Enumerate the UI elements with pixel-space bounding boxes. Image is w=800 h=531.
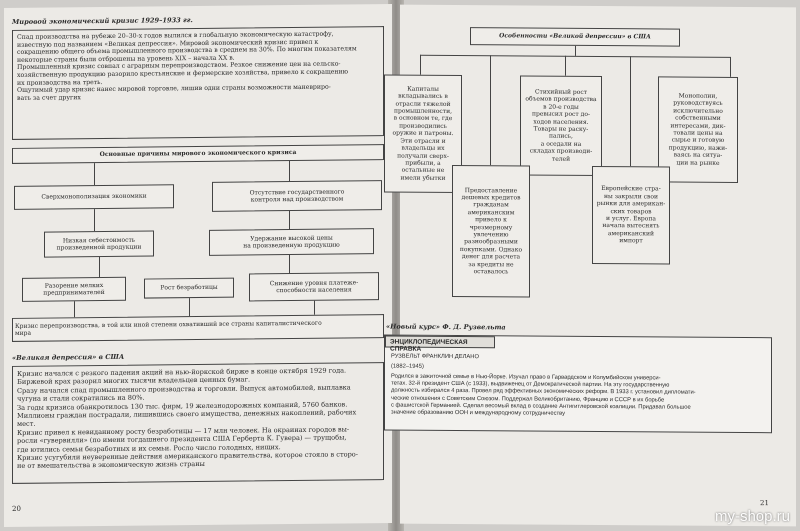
encyclopedia-years: (1882–1945) bbox=[391, 363, 424, 370]
connector bbox=[730, 57, 731, 77]
feature-box-heavy-industry: Капиталы вкладывались в отрасли тяжелой промышленности, в основном те, где производились оружие и патроны. Эти отрасли и владельцы их получали сверх- прибыли, а остальные не имели убытки bbox=[384, 75, 462, 194]
feature-box-europe: Европейские стра- ны закрыли свои рынки для американ- ских товаров и услуг. Европа начала вытеснять американский импорт bbox=[592, 166, 670, 265]
encyclopedia-tab bbox=[385, 336, 495, 353]
feature-box-overproduction: Стихийный рост объемов производства в 20-е годы превысил рост до- ходов населения. Товары не раску- пались, а оседали на складах производи- телей bbox=[520, 75, 602, 176]
page-number-right: 21 bbox=[760, 499, 769, 508]
effect-box-unemployment: Рост безработицы bbox=[144, 278, 234, 299]
connector bbox=[289, 161, 290, 183]
effect-box-purchasing: Снижение уровня платеже- способности населения bbox=[249, 272, 379, 301]
connector bbox=[94, 209, 95, 231]
section-title-new-deal: «Новый курс» Ф. Д. Рузвельта bbox=[386, 322, 506, 332]
right-page bbox=[386, 5, 796, 527]
connector bbox=[99, 257, 100, 277]
encyclopedia-name: РУЗВЕЛЬТ ФРАНКЛИН ДЕЛАНО bbox=[391, 353, 479, 361]
cause-box-high-prices: Удержание высокой цены на произведенную продукцию bbox=[209, 228, 374, 256]
connector bbox=[490, 55, 491, 165]
connector bbox=[565, 56, 566, 76]
connector bbox=[74, 301, 75, 317]
cause-box-low-cost: Низкая себестоимость произведенной продукции bbox=[44, 230, 154, 257]
depression-text: Кризис начался с резкого падения акций на нью-йоркской бирже в конце октября 1929 года. Биржевой крах разорил многих тысячи владельцев ценных бумаг. Сразу начался спад промышленного производства и торговли. Выпуск автомобилей, выплавка чугуна и стали сократились на 80%. За годы кризиса обанкротилось 130 тыс. фирм, 19 железнодорожных компаний, 5760 банков. Миллионы граждан пострадали, лишившись своего имущества, денежных накоплений, рабочих мест. Кризис привел к невиданному росту безработицы — 17 млн человек. На окраинах городов вы- росли «гувервилли» (по имени тогдашнего президента США Герберта К. Гувера) — трущобы, где ютились семьи безработных и их семьи. Росло число голодных, нищих. Кризис усугубили неуверенные действия американского правительства, которое стояло в сторо- не от вмешательства в экономическую жизнь страны bbox=[17, 366, 358, 471]
crisis-text-frame bbox=[12, 26, 384, 140]
encyclopedia-frame bbox=[384, 335, 772, 434]
cause-box-monopoly: Сверхмонополизация экономики bbox=[14, 184, 174, 210]
depression-text-frame bbox=[12, 362, 384, 484]
features-title: Особенности «Великой депрессии» в США bbox=[470, 27, 680, 46]
section-title-crisis: Мировой экономический кризис 1929–1933 гг. bbox=[12, 16, 193, 26]
crisis-text: Спад производства на рубеже 20–30-х годов вылился в глобальную экономическую катастрофу, известную под названием «Великая депрессия». Мировой экономический кризис привел к сокращению общего объема промышленного производства в среднем на 30%. По многим показателям некоторые страны были отброшены на уровень XIX – начала XX в. Промышленный кризис совпал с аграрным перепроизводством. Резкое снижение цен на сельско- хозяйственную продукцию разорило крестьянские и фермерские хозяйства, привело к сокращению их производства на треть. Ощутимый удар кризис нанес мировой торговле, лишив одни страны возможности маневриро- вать за счет других bbox=[17, 30, 357, 102]
left-page bbox=[4, 4, 392, 527]
encyclopedia-text: Родился в зажиточной семье в Нью-Йорке. Изучал право в Гарвардском и Колумбийском универси- тетах. 32-й президент США (с 1933), выдвиженец от Демократической партии. На эту государственную должность избирался 4 раза. Провел ряд эффективных экономических реформ. В 1933 г. установил дипломати- ческие отношения с Советским Союзом. Поддержал Великобританию, Францию и СССР в их борьбе с фашистской Германией. Сделал весомый вклад в создание Антигитлеровской коалиции. Придавал большое значение образованию ООН и международному сотрудничеству bbox=[391, 373, 696, 417]
connector bbox=[289, 211, 290, 229]
connector bbox=[94, 163, 95, 185]
section-title-depression: «Великая депрессия» в США bbox=[12, 352, 125, 362]
page-number-left: 20 bbox=[12, 504, 21, 513]
cause-box-no-control: Отсутствие государственного контроля над производством bbox=[212, 180, 382, 212]
connector bbox=[575, 46, 576, 56]
feature-box-credit: Предоставление дешевых кредитов гражданам американским привело к чрезмерному увлечению разнообразными покупками. Однако денег для расчета за кредиты не оставалось bbox=[452, 165, 530, 298]
connector bbox=[420, 55, 421, 75]
encyclopedia-title: ЭНЦИКЛОПЕДИЧЕСКАЯ СПРАВКА bbox=[390, 338, 468, 353]
connector bbox=[630, 56, 631, 166]
causes-title: Основные причины мирового экономического кризиса bbox=[12, 144, 384, 164]
effect-box-ruin: Разорение мелких предпринимателей bbox=[22, 277, 126, 302]
watermark-logo: my-shop.ru bbox=[714, 508, 790, 525]
result-box: Кризис перепроизводства, в той или иной степени охвативший все страны капиталистического мира bbox=[12, 314, 384, 342]
feature-box-monopolies: Монополии, руководствуясь исключительно собственными интересами, дик- товали цены на сырье и готовую продукцию, нажи- ваясь на ситуа- ции на рынке bbox=[658, 76, 738, 183]
connector bbox=[314, 301, 315, 315]
connector bbox=[189, 298, 190, 316]
